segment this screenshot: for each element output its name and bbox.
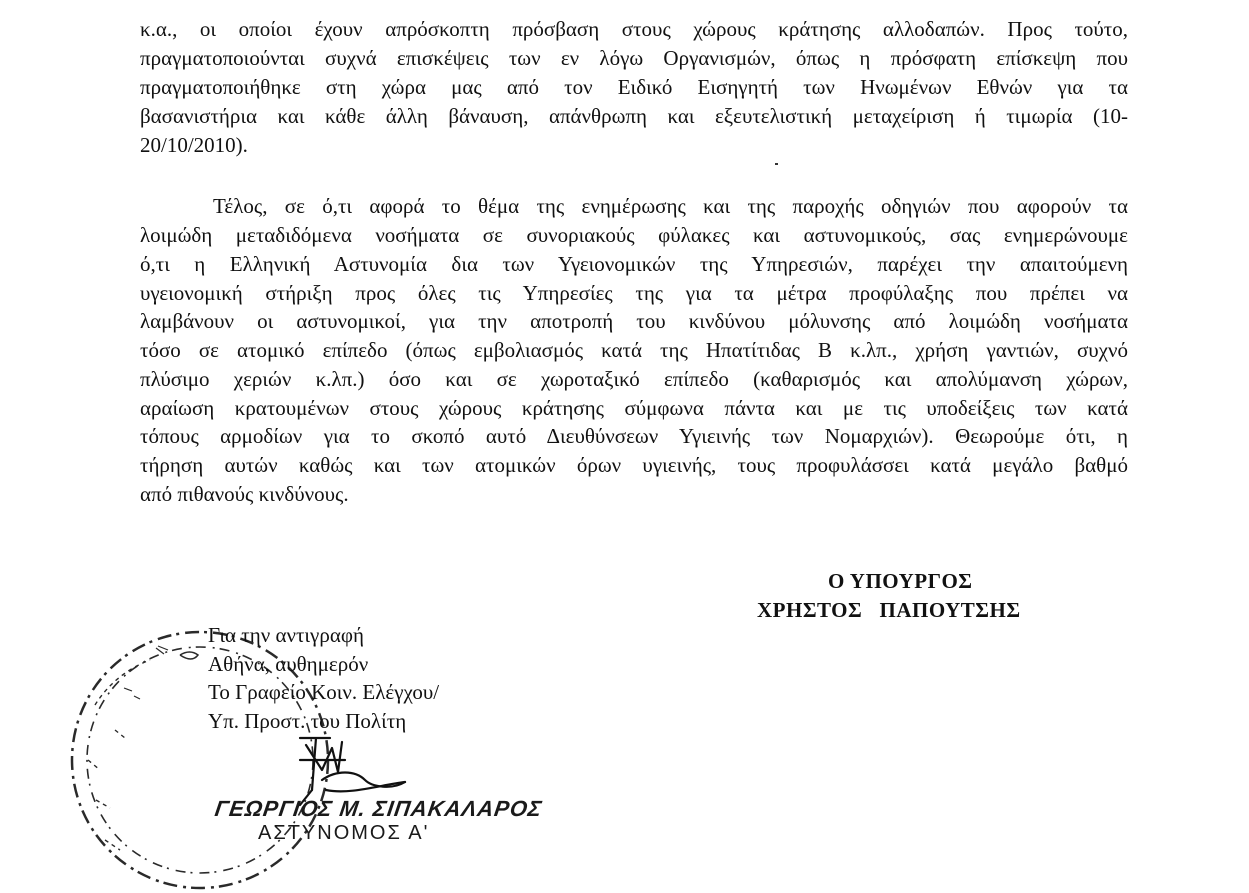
officer-stamp-rank: ΑΣΤΥΝΟΜΟΣ Α'	[258, 822, 430, 844]
copy-line: Υπ. Προστ. του Πολίτη	[208, 709, 407, 733]
paragraph-line: από πιθανούς κινδύνους.	[140, 482, 349, 506]
officer-stamp-name: ΓΕΩΡΓΙΟΣ Μ. ΣΙΠΑΚΑΛΑΡΟΣ	[213, 796, 544, 821]
paragraph-line: τήρηση αυτών καθώς και των ατομικών όρων υγιεινής, τους προφυλάσσει κατά μεγάλο βαθμό	[140, 455, 1128, 477]
paragraph-line: πραγματοποιούνται συχνά επισκέψεις των εν λόγω Οργανισμών, όπως η πρόσφατη επίσκεψη που	[140, 48, 1128, 70]
paragraph-line: αραίωση κρατουμένων στους χώρους κράτησης σύμφωνα πάντα και με τις υποδείξεις των κατά	[140, 398, 1128, 420]
signature-name: ΧΡΗΣΤΟΣ ΠΑΠΟΥΤΣΗΣ	[757, 598, 1021, 622]
copy-line: Το Γραφείο Κοιν. Ελέγχου/	[208, 680, 440, 704]
paragraph-line: τόπους αρμοδίων για το σκοπό αυτό Διευθύνσεων Υγιεινής των Νομαρχιών). Θεωρούμε ότι, η	[140, 426, 1128, 448]
paragraph-line: πραγματοποιήθηκε στη χώρα μας από τον Ειδικό Εισηγητή των Ηνωμένων Εθνών για τα	[140, 77, 1128, 99]
paragraph-line: βασανιστήρια και κάθε άλλη βάναυση, απάνθρωπη και εξευτελιστική μεταχείριση ή τιμωρία (10-	[140, 106, 1128, 128]
paragraph-line: υγειονομική στήριξη προς όλες τις Υπηρεσίες της για τα μέτρα προφύλαξης που πρέπει να	[140, 283, 1128, 305]
paragraph-line: Τέλος, σε ό,τι αφορά το θέμα της ενημέρωσης και της παροχής οδηγιών που αφορούν τα	[213, 196, 1128, 218]
copy-line: Αθήνα, αυθημερόν	[208, 652, 369, 676]
paragraph-line: λοιμώδη μεταδιδόμενα νοσήματα σε συνοριακούς φύλακες και αστυνομικούς, σας ενημερώνουμε	[140, 225, 1128, 247]
paragraph-line: κ.α., οι οποίοι έχουν απρόσκοπτη πρόσβαση στους χώρους κράτησης αλλοδαπών. Προς τούτο,	[140, 19, 1128, 41]
paragraph-line: τόσο σε ατομικό επίπεδο (όπως εμβολιασμός κατά της Ηπατίτιδας Β κ.λπ., χρήση γαντιών, συχνό	[140, 340, 1128, 362]
paragraph-line: λαμβάνουν οι αστυνομικοί, για την αποτροπή του κινδύνου μόλυνσης από λοιμώδη νοσήματα	[140, 311, 1128, 333]
paragraph-line: ό,τι η Ελληνική Αστυνομία δια των Υγειονομικών της Υπηρεσιών, παρέχει την απαιτούμενη	[140, 254, 1128, 276]
copy-line: Για την αντιγραφή	[208, 623, 364, 647]
signature-title: Ο ΥΠΟΥΡΓΟΣ	[828, 569, 973, 593]
paragraph-line: 20/10/2010).	[140, 133, 248, 157]
paragraph-line: πλύσιμο χεριών κ.λπ.) όσο και σε χωροταξικό επίπεδο (καθαρισμός και απολύμανση χώρων,	[140, 369, 1128, 391]
